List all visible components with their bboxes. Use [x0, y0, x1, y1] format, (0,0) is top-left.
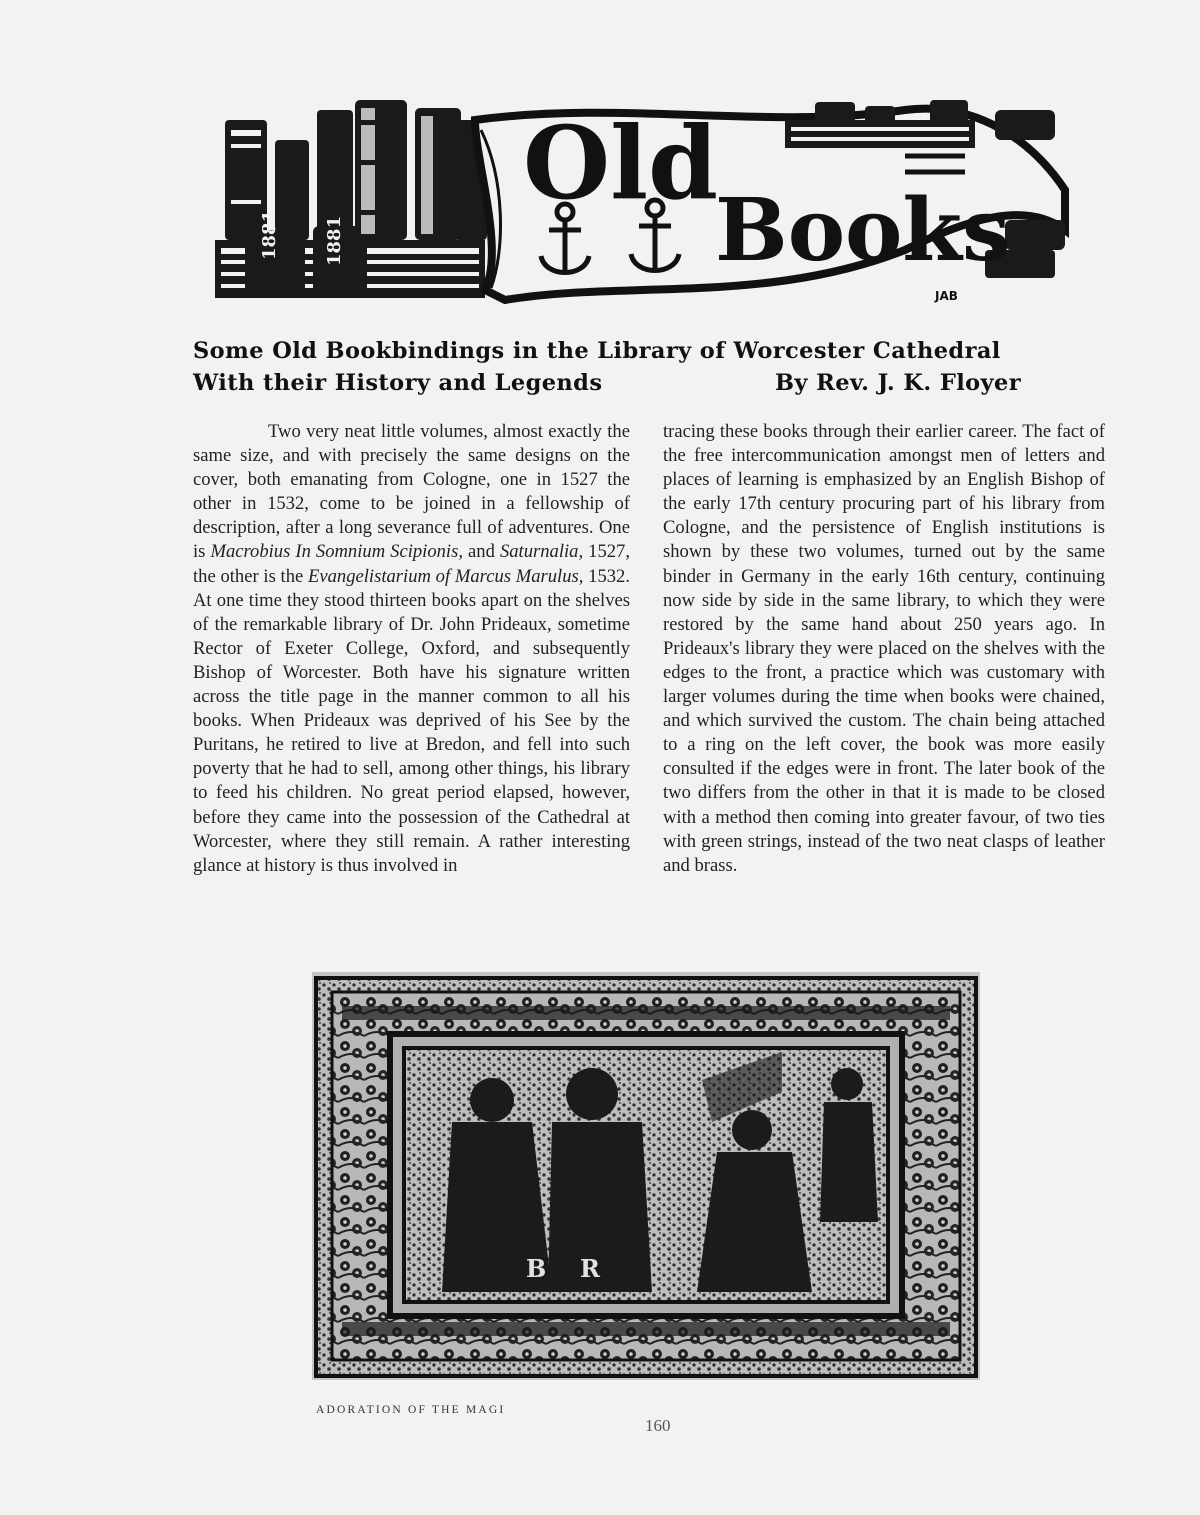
- book-stack-left-illustration: [215, 100, 487, 298]
- bookbinding-plate-image: [312, 972, 980, 1380]
- illustrator-initials: JAB: [935, 289, 958, 303]
- book-spine-label-2: 1881: [324, 215, 345, 266]
- book-spine-label-1: 1881: [259, 209, 280, 260]
- plate-caption: ADORATION OF THE MAGI: [316, 1404, 506, 1416]
- body-column-right: tracing these books through their earlier career. The fact of the free intercommunication amongst men of letters and places of learning is emphasized by an English Bishop of the early 17th century procuring part of his library from Cologne, and the persistence of English institutions is shown by these two volumes, turned out by the same binder in Germany in the early 16th century, continuing now side by side in the same library, to which they were restored by the same hand about 250 years ago. In Prideaux's library they were placed on the shelves with the edges to the front, a practice which was customary with larger volumes during the time when books were chained, and which survived the custom. The chain being attached to a ring on the left cover, the book was more easily consulted if the edges were in front. The later book of the two differs from the other in that it is made to be closed with a method then coming into greater favour, of two ties with green strings, instead of the two neat clasps of leather and brass.: [663, 421, 1105, 876]
- plate-monogram-left: B: [526, 1254, 547, 1283]
- body-left-italic-title-3: Evangelistarium of Marcus Marulus,: [308, 565, 584, 587]
- plate-monogram-right: R: [580, 1254, 600, 1283]
- body-left-text-3: 1527, the other is the: [193, 541, 631, 587]
- article-title: Some Old Bookbindings in the Library of Worcester Cathedral: [193, 338, 1001, 364]
- article-byline: By Rev. J. K. Floyer: [775, 370, 1021, 396]
- masthead-word-books: Books: [715, 180, 1011, 281]
- page-number: 160: [645, 1416, 671, 1435]
- body-left-text-4: 1532. At one time they stood thirteen books apart on the shelves of the remarkable library of Dr. John Prideaux, sometime Rector of Exeter College, Oxford, and subsequently Bishop of Worcester. Both have his signature written across the title page in the manner common to all his books. When Prideaux was deprived of his See by the Puritans, he retired to live at Bredon, and fell into such poverty that he had to sell, among other things, his library to feed his children. No great period elapsed, however, before they came into the possession of the Cathedral at Worcester, where they still remain. A rather interesting glance at history is thus involved in: [193, 565, 630, 876]
- article-subtitle: With their History and Legends: [193, 370, 603, 396]
- masthead-word-old: Old: [523, 104, 719, 222]
- article-subtitle-row: [193, 370, 1021, 396]
- body-column-left: [193, 420, 630, 878]
- body-left-italic-title-2: Saturnalia,: [499, 541, 584, 563]
- body-left-italic-title-1: Macrobius In Somnium Scipionis,: [210, 541, 463, 563]
- body-left-text-2: and: [463, 541, 500, 563]
- body-left-text-1: Two very neat little volumes, almost exactly the same size, and with precisely the same designs on the cover, both emanating from Cologne, one in 1527 the other in 1532, come to be joined in a fellowship of description, after a long severance full of adventures. One is: [193, 421, 630, 563]
- masthead-banner: [205, 100, 1075, 312]
